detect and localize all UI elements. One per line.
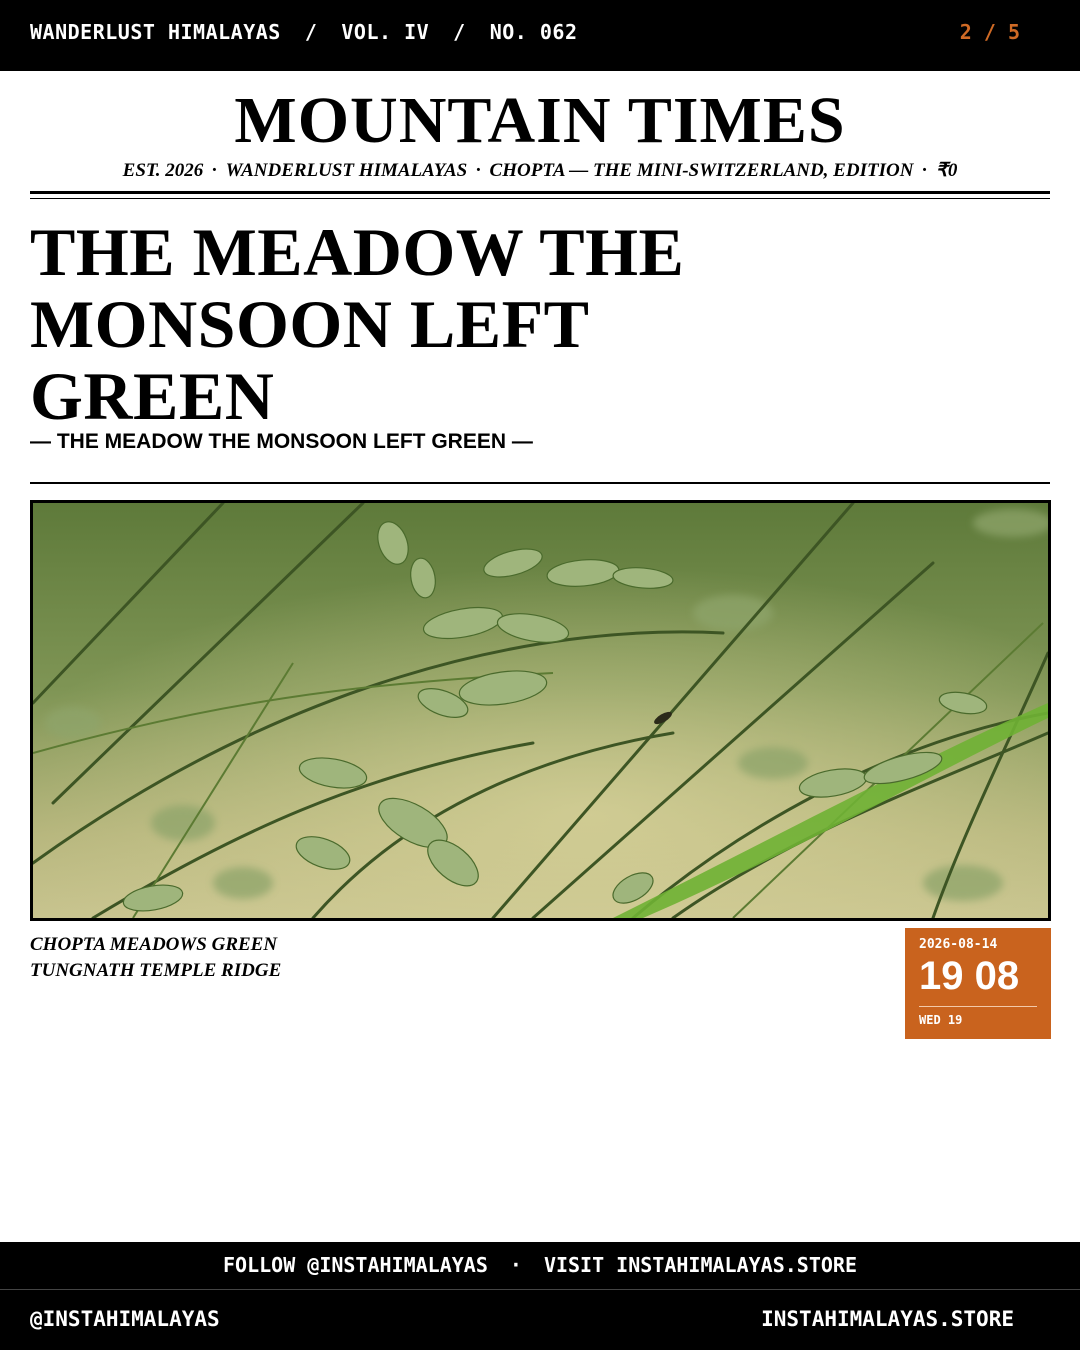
caption-line: TUNGNATH TEMPLE RIDGE bbox=[30, 960, 282, 981]
footer-bar bbox=[0, 1290, 1080, 1350]
photo-caption bbox=[30, 932, 281, 984]
edition-line bbox=[0, 158, 1080, 184]
visit-link[interactable]: VISIT INSTAHIMALAYAS.STORE bbox=[543, 1253, 858, 1277]
caption-line: CHOPTA MEADOWS GREEN bbox=[30, 934, 278, 955]
footer-handle[interactable]: @INSTAHIMALAYAS bbox=[30, 1307, 220, 1331]
footer-separator: · bbox=[509, 1253, 522, 1277]
brand-name: WANDERLUST HIMALAYAS bbox=[30, 20, 281, 44]
edition-brand: WANDERLUST HIMALAYAS bbox=[225, 160, 468, 181]
issue-separator: / bbox=[304, 20, 318, 44]
footer-website[interactable]: INSTAHIMALAYAS.STORE bbox=[761, 1307, 1014, 1331]
meadow-grass-illustration bbox=[33, 503, 1048, 918]
issue-info bbox=[30, 20, 578, 44]
edition-separator: · bbox=[475, 160, 482, 181]
follow-link[interactable]: FOLLOW @INSTAHIMALAYAS bbox=[222, 1253, 488, 1277]
article-subheadline: — THE MEADOW THE MONSOON LEFT GREEN — bbox=[30, 430, 533, 453]
date-badge-time: 19 08 bbox=[919, 954, 1020, 998]
feature-photo bbox=[30, 500, 1051, 921]
date-badge-date: 2026-08-14 bbox=[919, 937, 998, 952]
issue-number: NO. 062 bbox=[489, 20, 578, 44]
masthead-title: MOUNTAIN TIMES bbox=[234, 84, 846, 157]
established-label: EST. 2026 bbox=[122, 160, 204, 181]
issue-separator: / bbox=[453, 20, 466, 44]
masthead-divider-thin bbox=[30, 198, 1050, 199]
date-badge bbox=[905, 928, 1051, 1039]
article-headline: THE MEADOW THE MONSOON LEFT GREEN bbox=[30, 214, 685, 434]
volume-label: VOL. IV bbox=[341, 20, 430, 44]
edition-separator: · bbox=[211, 160, 218, 181]
page-indicator: 2 / 5 bbox=[959, 20, 1020, 44]
edition-price: ₹0 bbox=[935, 160, 958, 181]
masthead-divider-thick bbox=[30, 191, 1050, 194]
footer-cta-bar bbox=[0, 1242, 1080, 1289]
date-badge-day: WED 19 bbox=[919, 1013, 963, 1027]
edition-separator: · bbox=[921, 160, 928, 181]
edition-name: CHOPTA — THE MINI-SWITZERLAND, EDITION bbox=[489, 160, 914, 181]
headline-divider bbox=[30, 482, 1050, 484]
top-bar bbox=[0, 0, 1080, 71]
date-badge-divider bbox=[919, 1006, 1037, 1007]
